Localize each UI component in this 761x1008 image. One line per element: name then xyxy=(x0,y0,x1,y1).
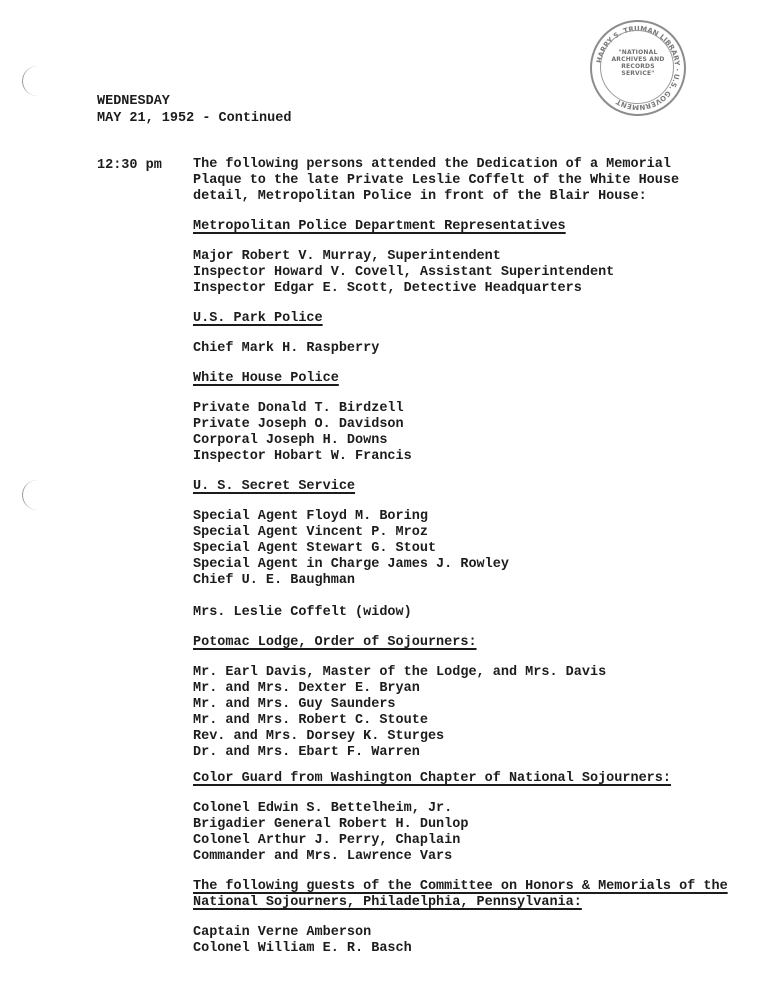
stamp-line: RECORDS xyxy=(621,63,655,70)
attendee: Special Agent Vincent P. Mroz xyxy=(193,525,428,540)
intro-line: detail, Metropolitan Police in front of the Blair House: xyxy=(193,189,647,204)
section-heading: Metropolitan Police Department Representatives xyxy=(193,219,566,234)
attendee: Special Agent Stewart G. Stout xyxy=(193,541,437,556)
punch-hole-top xyxy=(22,66,53,96)
attendee: Mr. and Mrs. Robert C. Stoute xyxy=(193,713,428,728)
attendee: Mr. and Mrs. Guy Saunders xyxy=(193,697,396,712)
intro-line: Plaque to the late Private Leslie Coffelt of the White House xyxy=(193,173,680,188)
attendee: Mr. Earl Davis, Master of the Lodge, and Mrs. Davis xyxy=(193,665,607,680)
section-heading: The following guests of the Committee on Honors & Memorials of the xyxy=(193,879,728,894)
section-heading: U. S. Secret Service xyxy=(193,479,356,494)
attendee: Chief Mark H. Raspberry xyxy=(193,341,380,356)
attendee: Colonel Edwin S. Bettelheim, Jr. xyxy=(193,801,453,816)
attendee: Major Robert V. Murray, Superintendent xyxy=(193,249,501,264)
entry-body xyxy=(193,157,733,957)
stamp-center-text xyxy=(606,49,670,77)
archives-stamp xyxy=(590,20,686,116)
section-heading: Potomac Lodge, Order of Sojourners: xyxy=(193,635,477,650)
section-heading: U.S. Park Police xyxy=(193,311,323,326)
punch-hole-middle xyxy=(22,480,53,510)
attendee: Captain Verne Amberson xyxy=(193,925,372,940)
section-heading: Color Guard from Washington Chapter of National Sojourners: xyxy=(193,771,671,786)
attendee: Special Agent in Charge James J. Rowley xyxy=(193,557,509,572)
entry-time: 12:30 pm xyxy=(97,158,162,173)
stamp-line: "NATIONAL xyxy=(618,49,658,56)
header-date: MAY 21, 1952 - Continued xyxy=(97,111,292,126)
attendee: Dr. and Mrs. Ebart F. Warren xyxy=(193,745,420,760)
attendee: Inspector Howard V. Covell, Assistant Superintendent xyxy=(193,265,615,280)
intro-line: The following persons attended the Dedication of a Memorial xyxy=(193,157,671,172)
stamp-line: SERVICE" xyxy=(621,70,655,77)
attendee: Private Donald T. Birdzell xyxy=(193,401,404,416)
attendee: Corporal Joseph H. Downs xyxy=(193,433,388,448)
header-day: WEDNESDAY xyxy=(97,94,170,109)
section-heading: White House Police xyxy=(193,371,339,386)
attendee: Colonel Arthur J. Perry, Chaplain xyxy=(193,833,461,848)
attendee: Mr. and Mrs. Dexter E. Bryan xyxy=(193,681,420,696)
stamp-ring-text: HARRY S. TRUMAN LIBRARY · U.S. GOVERNMENT xyxy=(595,24,682,112)
attendee: Inspector Edgar E. Scott, Detective Headquarters xyxy=(193,281,582,296)
attendee: Commander and Mrs. Lawrence Vars xyxy=(193,849,453,864)
attendee: Special Agent Floyd M. Boring xyxy=(193,509,428,524)
page-header xyxy=(97,93,291,127)
attendee: Inspector Hobart W. Francis xyxy=(193,449,412,464)
attendee: Colonel William E. R. Basch xyxy=(193,941,412,956)
attendee: Private Joseph O. Davidson xyxy=(193,417,404,432)
attendee: Chief U. E. Baughman xyxy=(193,573,356,588)
attendee: Rev. and Mrs. Dorsey K. Sturges xyxy=(193,729,445,744)
stamp-line: ARCHIVES AND xyxy=(611,56,665,63)
widow-entry: Mrs. Leslie Coffelt (widow) xyxy=(193,605,412,620)
attendee: Brigadier General Robert H. Dunlop xyxy=(193,817,469,832)
section-heading: National Sojourners, Philadelphia, Pennsylvania: xyxy=(193,895,582,910)
